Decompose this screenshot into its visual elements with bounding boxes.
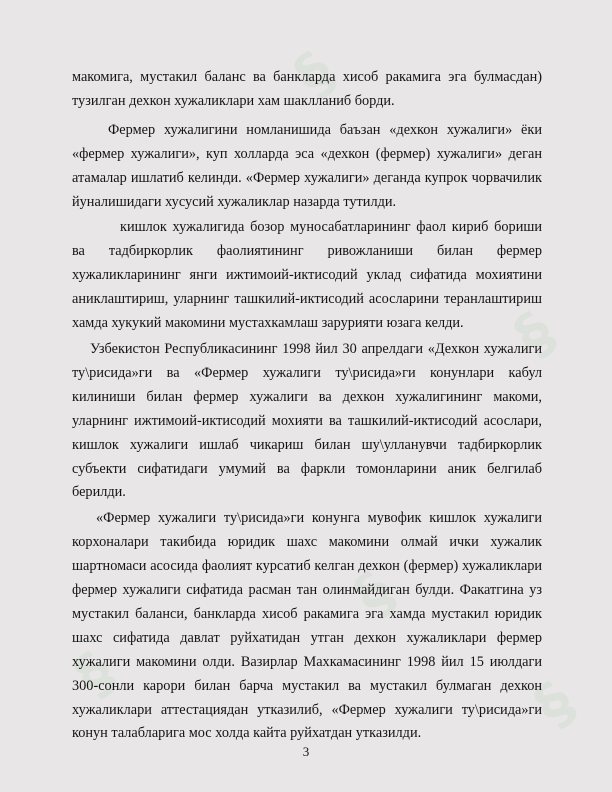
paragraph-5: «Фермер хужалиги ту\рисида»ги конунга мувофик кишлок хужалиги корхоналари такибида юридик шахс макомини олмай ички хужалик шартномаси асосида фаолият курсатиб келган дехкон (фермер) хужаликлари фермер хужалиги сифатида расман тан олинмайдиган булди. Факатгина уз мустакил баланси, банкларда хисоб ракамига эга хамда мустакил юридик шахс сифатида давлат руйхатидан утган дехкон хужаликлари фермер хужалиги макомини олди. Вазирлар Махкамасининг 1998 йил 15 июлдаги 300-сонли карори билан барча мустакил ва мустакил булмаган дехкон хужаликлари аттестациядан утказилиб, «Фермер хужалиги ту\рисида»ги конун талабларига мос холда кайта руйхатдан утказилди. — [72, 510, 542, 742]
watermark-mark-3: § — [341, 558, 408, 630]
watermark-mark-2: § — [501, 298, 568, 370]
paragraph-3: кишлок хужалигида бозор муносабатларининг фаол кириб бориши ва тадбиркорлик фаолиятининг ривожланиши билан фермер хужаликларининг янги ижтимоий-иктисодий уклад сифатида мохиятини аниклаштириш, уларнинг ташкилий-иктисодий асосларини теранлаштириш хамда хукукий макомини мустахкамлаш зарурияти юзага келди. — [72, 219, 542, 332]
watermark-mark-1: § — [281, 38, 348, 110]
paragraph-2: Фермер хужалигини номланишида баъзан «дехкон хужалиги» ёки «фермер хужалиги», куп холларда эса «дехкон (фермер) хужалиги» деган атамалар ишлатиб келинди. «Фермер хужалиги» деганда купрок чорвачилик йуналишидаги хусусий хужаликлар назарда тутилди. — [72, 121, 542, 210]
watermark-mark-5: § — [521, 668, 588, 740]
body-text — [72, 66, 542, 746]
paragraph-1: макомига, мустакил баланс ва банкларда хисоб ракамига эга булмасдан) тузилган дехкон хужаликлари хам шаклланиб борди. — [72, 69, 542, 109]
watermark-mark-4: § — [61, 638, 128, 710]
page-number: 3 — [302, 744, 310, 759]
paragraph-4: Узбекистон Республикасининг 1998 йил 30 апрелдаги «Дехкон хужалиги ту\рисида»ги ва «Фермер хужалиги ту\рисида»ги конунлари кабул килиниши билан фермер хужалиги ва дехкон хужалигининг макоми, уларнинг ижтимоий-иктисодий мохияти ва ташкилий-иктисодий асослари, кишлок хужалиги ишлаб чикариш билан шу\улланувчи тадбиркорлик субъекти сифатидаги умумий ва фаркли томонларини аник белгилаб берилди. — [72, 340, 542, 501]
